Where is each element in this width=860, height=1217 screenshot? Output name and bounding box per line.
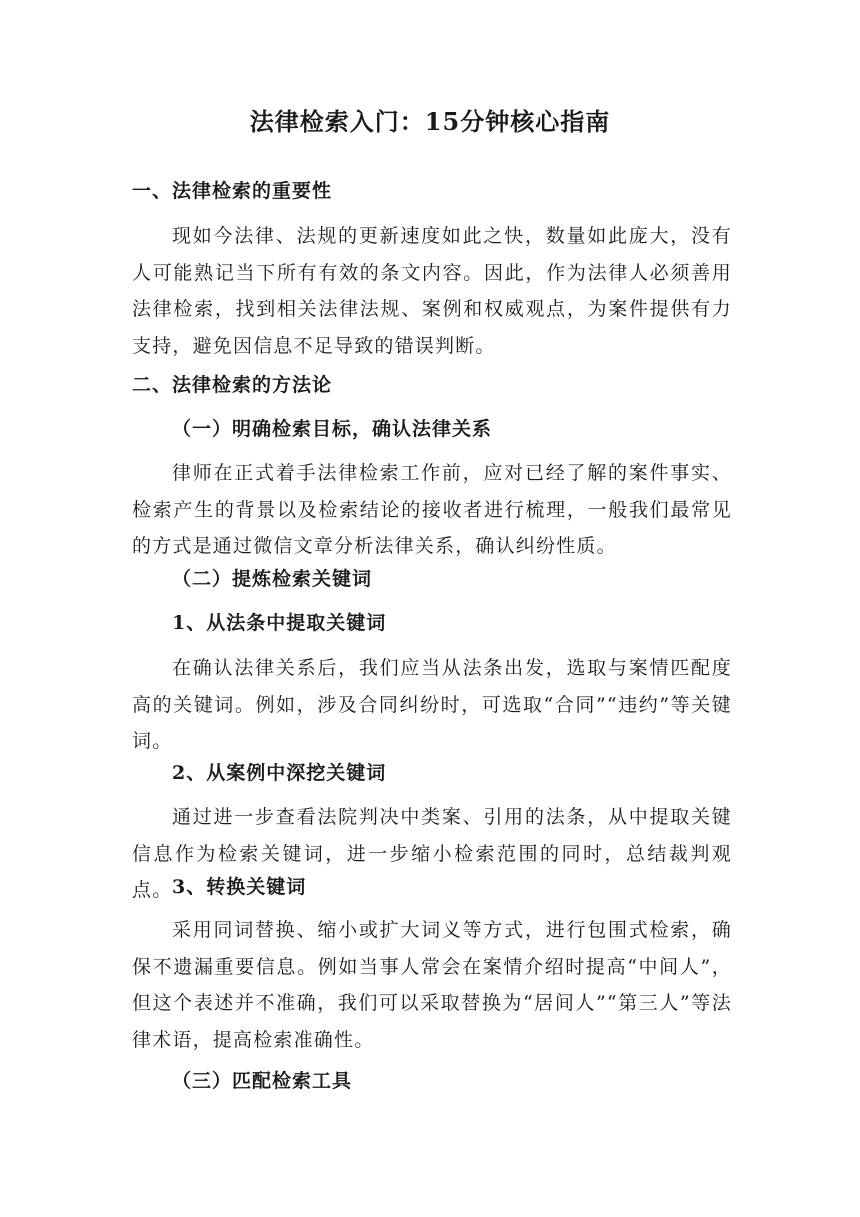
subheading-clarify-goal: （一）明确检索目标，确认法律关系 xyxy=(172,418,493,440)
item-heading-from-statutes: 1、从法条中提取关键词 xyxy=(172,612,387,634)
section-heading-importance: 一、法律检索的重要性 xyxy=(132,180,333,202)
document-title: 法律检索入门：15分钟核心指南 xyxy=(249,107,611,136)
paragraph-importance: 现如今法律、法规的更新速度如此之快，数量如此庞大，没有人可能熟记当下所有有效的条文内容。因此，作为法律人必须善用法律检索，找到相关法律法规、案例和权威观点，为案件提供有力支持，避免因信息不足导致的错误判断。 xyxy=(132,225,732,357)
paragraph-convert-keywords: 采用同词替换、缩小或扩大词义等方式，进行包围式检索，确保不遗漏重要信息。例如当事人常会在案情介绍时提高“中间人”，但这个表述并不准确，我们可以采取替换为“居间人”“第三人”等法律术语，提高检索准确性。 xyxy=(132,919,732,1051)
subheading-match-tools: （三）匹配检索工具 xyxy=(172,1070,353,1092)
paragraph-clarify-goal: 律师在正式着手法律检索工作前，应对已经了解的案件事实、检索产生的背景以及检索结论的接收者进行梳理，一般我们最常见的方式是通过微信文章分析法律关系，确认纠纷性质。 xyxy=(132,462,732,557)
item-heading-convert-keywords: 3、转换关键词 xyxy=(172,876,307,898)
subheading-extract-keywords: （二）提炼检索关键词 xyxy=(172,568,373,590)
section-heading-methodology: 二、法律检索的方法论 xyxy=(132,374,333,396)
paragraph-from-cases: 通过进一步查看法院判决中类案、引用的法条，从中提取关键信息作为检索关键词，进一步缩小检索范围的同时，总结裁判观点。 xyxy=(132,806,732,901)
item-heading-from-cases: 2、从案例中深挖关键词 xyxy=(172,762,387,784)
paragraph-from-statutes: 在确认法律关系后，我们应当从法条出发，选取与案情匹配度高的关键词。例如，涉及合同纠纷时，可选取“合同”“违约”等关键词。 xyxy=(132,657,732,752)
